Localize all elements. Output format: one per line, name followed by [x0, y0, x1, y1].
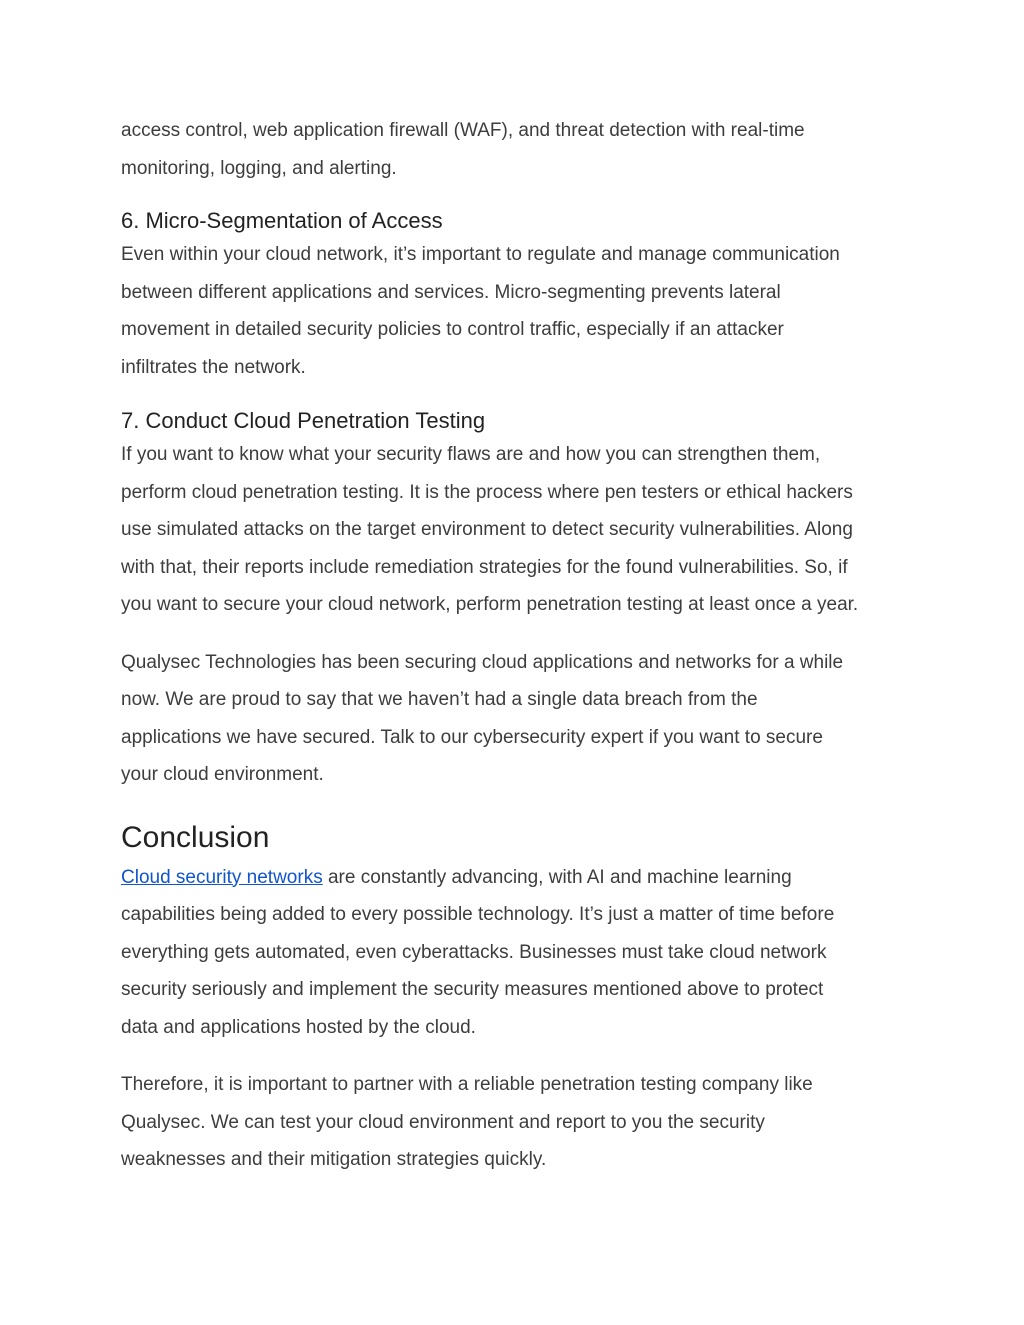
link-line-rest: are constantly advancing, with AI and machine learning: [322, 866, 792, 888]
paragraph-line: applications we have secured. Talk to our cybersecurity expert if you want to secure: [121, 726, 823, 748]
paragraph-line: weaknesses and their mitigation strategies quickly.: [121, 1149, 547, 1170]
paragraph-line: data and applications hosted by the cloud.: [121, 1016, 476, 1038]
paragraph-line: security seriously and implement the security measures mentioned above to protect: [121, 979, 824, 1000]
intro-paragraph: [121, 112, 911, 187]
paragraph-line: you want to secure your cloud network, perform penetration testing at least once a year.: [121, 594, 859, 615]
conclusion-paragraph: [121, 859, 911, 1047]
closing-paragraph: [121, 1066, 911, 1179]
paragraph-line: use simulated attacks on the target environment to detect security vulnerabilities. Along: [121, 519, 853, 540]
section-7-paragraph: [121, 436, 911, 624]
paragraph-line: [121, 859, 911, 897]
paragraph-line: your cloud environment.: [121, 764, 324, 785]
paragraph-line: monitoring, logging, and alerting.: [121, 157, 397, 179]
paragraph-line: If you want to know what your security flaws are and how you can strengthen them,: [121, 444, 821, 465]
paragraph-line: movement in detailed security policies to control traffic, especially if an attacker: [121, 319, 784, 340]
paragraph-line: everything gets automated, even cyberattacks. Businesses must take cloud network: [121, 941, 827, 963]
paragraph-line: now. We are proud to say that we haven’t had a single data breach from the: [121, 689, 758, 710]
paragraph-line: Qualysec. We can test your cloud environment and report to you the security: [121, 1111, 765, 1133]
paragraph-line: access control, web application firewall (WAF), and threat detection with real-time: [121, 120, 805, 141]
section-6-heading: 6. Micro-Segmentation of Access: [121, 208, 443, 233]
document-page: [121, 112, 911, 1179]
section-6-paragraph: [121, 236, 911, 386]
cloud-security-networks-link[interactable]: Cloud security networks: [121, 866, 323, 888]
paragraph-line: Therefore, it is important to partner with a reliable penetration testing company like: [121, 1074, 813, 1095]
conclusion-heading: Conclusion: [121, 820, 270, 854]
qualysec-paragraph: [121, 644, 911, 794]
paragraph-line: capabilities being added to every possible technology. It’s just a matter of time before: [121, 904, 835, 925]
paragraph-line: between different applications and services. Micro-segmenting prevents lateral: [121, 281, 781, 303]
paragraph-line: Qualysec Technologies has been securing cloud applications and networks for a while: [121, 651, 844, 673]
section-7-heading: 7. Conduct Cloud Penetration Testing: [121, 408, 486, 433]
paragraph-line: with that, their reports include remediation strategies for the found vulnerabilities. So, if: [121, 556, 848, 578]
paragraph-line: Even within your cloud network, it’s important to regulate and manage communication: [121, 244, 840, 265]
paragraph-line: infiltrates the network.: [121, 356, 306, 378]
paragraph-line: perform cloud penetration testing. It is the process where pen testers or ethical hackers: [121, 481, 853, 503]
